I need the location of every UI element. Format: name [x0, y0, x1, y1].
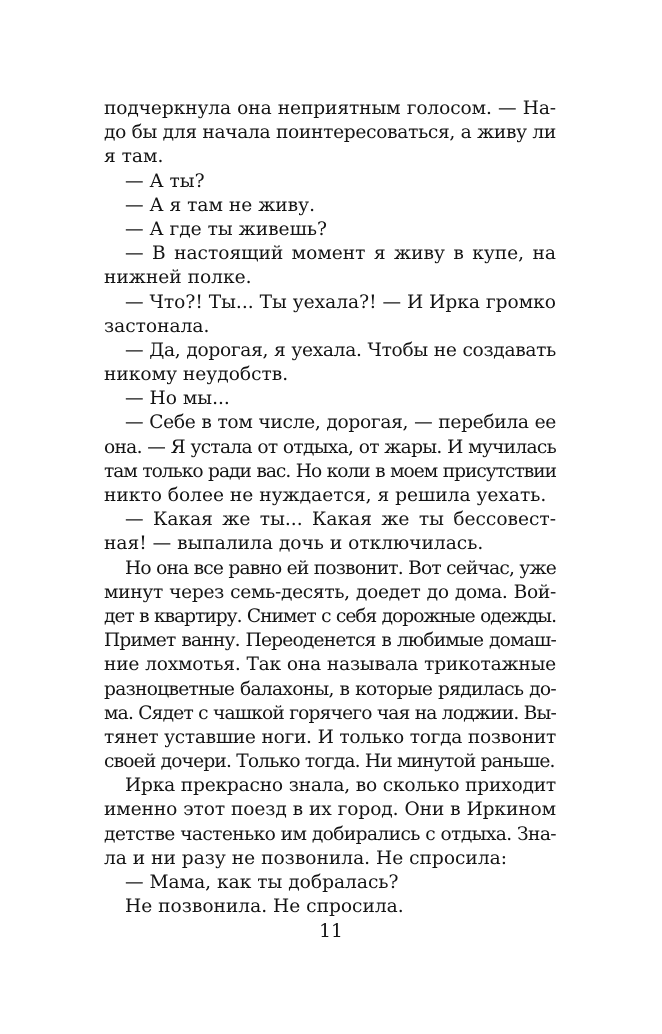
body-text — [104, 97, 556, 919]
text-line: никто более не нуждается, я решила уехать. — [104, 485, 547, 506]
text-line: — Но мы... — [125, 388, 230, 410]
text-line: — Что?! Ты... Ты уехала?! — И Ирка громко — [125, 291, 556, 313]
text-line: минут через семь-десять, доедет до дома. Вой- — [104, 581, 556, 603]
text-line: детстве частенько им добирались с отдыха. Зна- — [104, 823, 556, 845]
text-line: — А где ты живешь? — [125, 218, 327, 240]
text-line: она. — Я устала от отдыха, от жары. И мучилась — [104, 436, 556, 458]
text-line: застонала. — [104, 315, 210, 337]
text-line: именно этот поезд в их город. Они в Иркином — [104, 799, 556, 821]
text-line: своей дочери. Только тогда. Ни минутой раньше. — [104, 751, 555, 773]
text-line: ная! — выпалила дочь и отключилась. — [104, 533, 484, 555]
text-line: — А ты? — [125, 170, 205, 192]
text-line: там только ради вас. Но коли в моем присутствии — [104, 460, 556, 482]
text-line: никому неудобств. — [104, 364, 289, 386]
text-line: Примет ванну. Переоденется в любимые домаш- — [104, 630, 556, 652]
text-line: ние лохмотья. Так она называла трикотажные — [104, 654, 556, 676]
text-line: я там. — [104, 146, 164, 168]
text-line: тянет уставшие ноги. И только тогда позвонит — [104, 726, 556, 748]
text-line: — Мама, как ты добралась? — [125, 872, 399, 893]
text-line: дет в квартиру. Снимет с себя дорожные одежды. — [104, 605, 556, 627]
text-line: разноцветные балахоны, в которые рядилась до- — [104, 678, 556, 700]
text-line: подчеркнула она неприятным голосом. — На- — [104, 98, 556, 119]
page-number: 11 — [319, 921, 343, 942]
text-line: до бы для начала поинтересоваться, а живу ли — [104, 122, 556, 144]
text-line: — А я там не живу. — [125, 194, 316, 216]
text-line: ла и ни разу не позвонила. Не спросила: — [104, 847, 507, 869]
text-line: ма. Сядет с чашкой горячего чая на лоджии. Вы- — [104, 702, 556, 724]
text-line: — Да, дорогая, я уехала. Чтобы не создавать — [125, 339, 556, 361]
text-line: — Себе в том числе, дорогая, — перебила ее — [125, 412, 556, 434]
text-line: — В настоящий момент я живу в купе, на — [125, 243, 556, 265]
text-line: нижней полке. — [104, 267, 252, 289]
text-line: Не позвонила. Не спросила. — [125, 896, 404, 918]
text-line: Ирка прекрасно знала, во сколько приходит — [125, 775, 556, 797]
text-line: Но она все равно ей позвонит. Вот сейчас, уже — [125, 557, 556, 579]
text-line: — Какая же ты... Какая же ты бессовест- — [125, 509, 556, 531]
